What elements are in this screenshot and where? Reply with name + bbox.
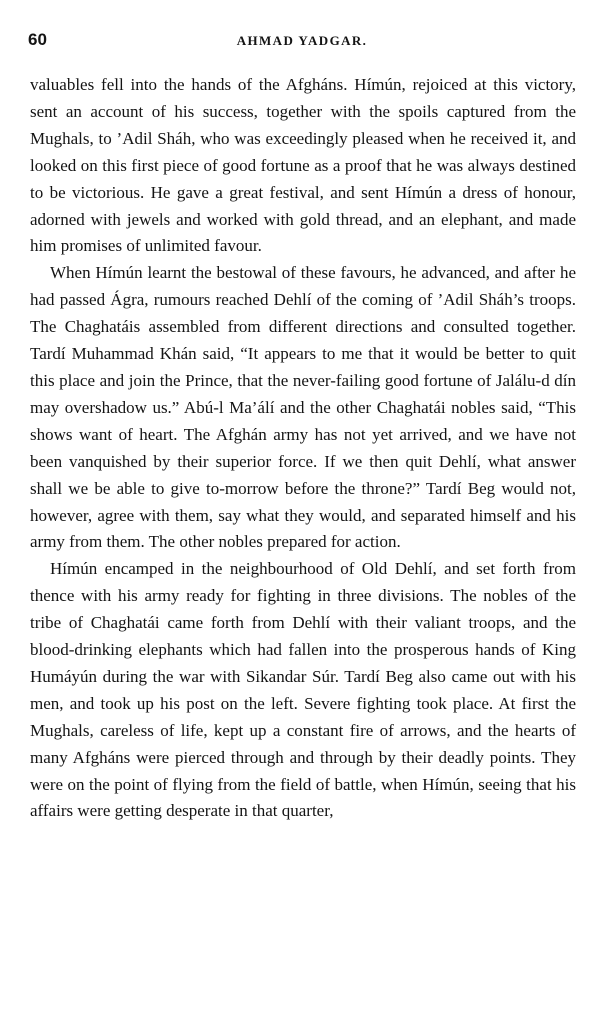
running-title: AHMAD YADGAR. xyxy=(236,33,368,48)
body-text xyxy=(30,72,576,825)
page-number: 60 xyxy=(28,30,47,49)
paragraph: When Hímún learnt the bestowal of these favours, he advanced, and after he had passed Ágra, rumours reached Dehlí of the coming of ’Adil Sháh’s troops. The Chaghatáis assembled from different directions and consulted together. Tardí Muhammad Khán said, “It appears to me that it would be better to quit this place and join the Prince, that the never-failing good fortune of Jalálu-d dín may overshadow us.” Abú-l Ma’álí and the other Chaghatái nobles said, “This shows want of heart. The Afghán army has not yet arrived, and we have not been vanquished by their superior force. If we then quit Dehlí, what answer shall we be able to give to-morrow before the throne?” Tardí Beg would not, however, agree with them, say what they would, and separated himself and his army from them. The other nobles prepared for action. xyxy=(30,263,576,552)
running-head xyxy=(28,30,576,52)
paragraph-continued: valuables fell into the hands of the Afgháns. Hímún, rejoiced at this victory, sent an account of his success, together with the spoils captured from the Mughals, to ’Adil Sháh, who was exceedingly pleased when he received it, and looked on this first piece of good fortune as a proof that he was always destined to be victorious. He gave a great festival, and sent Hímún a dress of honour, adorned with jewels and worked with gold thread, and an elephant, and made him promises of unlimited favour. xyxy=(30,75,576,256)
paragraph: Hímún encamped in the neighbourhood of Old Dehlí, and set forth from thence with his army ready for fighting in three divisions. The nobles of the tribe of Chaghatái came forth from Dehlí with their valiant troops, and the blood-drinking elephants which had fallen into the prosperous hands of King Humáyún during the war with Sikandar Súr. Tardí Beg also came out with his men, and took up his post on the left. Severe fighting took place. At first the Mughals, careless of life, kept up a constant fire of arrows, and the hearts of many Afgháns were pierced through and through by their deadly points. They were on the point of flying from the field of battle, when Hímún, seeing that his affairs were getting desperate in that quarter, xyxy=(30,559,576,821)
